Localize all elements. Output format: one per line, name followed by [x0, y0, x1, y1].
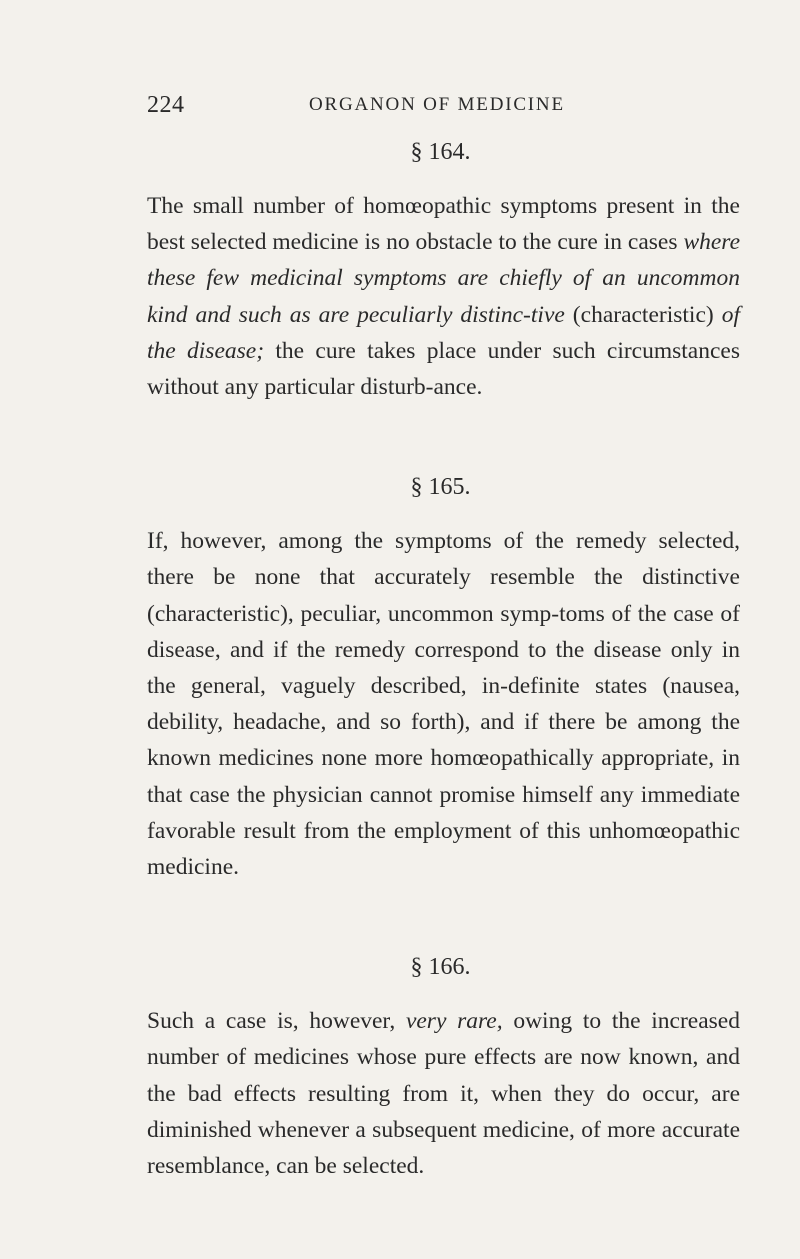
paragraph-italic-text: very rare,	[405, 1008, 503, 1035]
body-text	[147, 134, 740, 1184]
paragraph-text: (characteristic)	[564, 301, 722, 328]
paragraph-italic-text: where these few medicinal symptoms are chiefly of an uncommon kind and such as are peculiarly distinc-tive	[147, 229, 740, 328]
section-number: § 164.	[410, 139, 471, 165]
paragraph-text: the cure takes place under such circumstances without any particular disturb-ance.	[147, 337, 740, 401]
section-paragraph	[147, 188, 740, 405]
section-number: § 165.	[410, 474, 471, 501]
section-paragraph	[147, 1003, 740, 1184]
section-number: § 166.	[410, 954, 471, 981]
paragraph-text: If, however, among the symptoms of the remedy selected, there be none that accurately resemble the distinctive (characteristic), peculiar, uncommon symp-toms of the case of disease, and if the remedy correspond to the disease only in the general, vaguely described, in-definite states (nausea, debility, headache, and so forth), and if there be among the known medicines none more homœopathically appropriate, in that case the physician cannot promise himself any immediate favorable result from the employment of this unhomœopathic medicine.	[147, 528, 740, 881]
page-header	[147, 92, 677, 122]
paragraph-italic-text: of the disease;	[147, 301, 740, 364]
section-paragraph	[147, 523, 740, 885]
running-title: ORGANON OF MEDICINE	[309, 94, 565, 115]
paragraph-text: owing to the increased number of medicines whose pure effects are now known, and the bad effects resulting from it, when they do occur, are diminished whenever a subsequent medicine, of more accurate resemblance, can be selected.	[147, 1008, 740, 1180]
paragraph-text: Such a case is, however,	[147, 1008, 406, 1035]
page-number: 224	[147, 92, 185, 118]
paragraph-text: The small number of homœopathic symptoms present in the best selected medicine is no obstacle to the cure in cases	[147, 193, 740, 256]
